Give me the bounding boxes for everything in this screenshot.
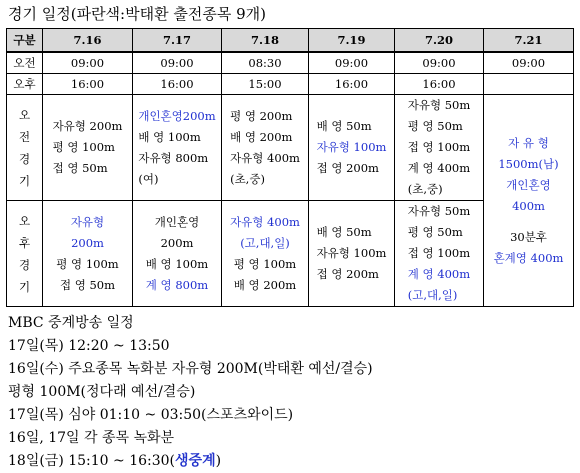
header-cell: 7.19	[309, 29, 395, 53]
event-item: 접 영 200m	[316, 161, 379, 175]
event-item: 개인혼영200m	[138, 108, 216, 123]
event-item: 200m	[71, 235, 104, 250]
label-char: 오	[18, 213, 31, 228]
live-prefix: 18일(금) 15:10 ~ 16:30(	[8, 453, 176, 469]
event-item: 접 영 50m	[52, 161, 108, 175]
am-time: 09:00	[133, 52, 222, 74]
broadcast-heading: MBC 중계방송 일정	[8, 315, 134, 331]
event-item: 자유형 50m	[407, 204, 471, 218]
event-item: 1500m(남)	[498, 156, 559, 171]
event-cell	[222, 95, 309, 201]
live-badge: 생중계	[175, 453, 216, 469]
event-item: 자유형	[70, 214, 105, 229]
pm-time-empty	[484, 74, 574, 95]
pm-time: 16:00	[395, 74, 484, 95]
header-row	[7, 29, 574, 53]
pm-time: 16:00	[133, 74, 222, 95]
label-char: 오	[18, 107, 31, 122]
event-item: 자유형 400m	[230, 214, 300, 229]
event-item: 평 영 50m	[407, 225, 463, 239]
page-title: 경기 일정(파란색:박태환 출전종목 9개)	[8, 5, 266, 23]
event-cell	[43, 201, 133, 307]
event-item: 자유형 100m	[316, 246, 387, 260]
am-time: 09:00	[484, 52, 574, 74]
label-char: 기	[18, 173, 31, 188]
pm-label: 오후	[7, 74, 43, 95]
event-item: (여)	[138, 171, 159, 186]
event-cell	[43, 95, 133, 201]
event-item: 혼계영 400m	[493, 250, 564, 265]
event-item: 자유형 800m	[138, 150, 209, 165]
event-item: 자유형 400m	[230, 150, 300, 165]
event-item: (고,대,일)	[407, 288, 458, 302]
pm-time: 15:00	[222, 74, 309, 95]
event-cell	[395, 95, 484, 201]
schedule-table	[6, 28, 574, 307]
event-item: 접 영 100m	[407, 246, 471, 260]
event-item: (초,중)	[407, 182, 443, 196]
event-item: 개인혼영	[506, 177, 551, 192]
event-item: 자 유 형	[508, 135, 549, 150]
event-item: 계 영 400m	[407, 267, 471, 281]
pm-time: 16:00	[309, 74, 395, 95]
event-item: (초,중)	[230, 171, 265, 186]
event-item: 배 영 200m	[233, 277, 297, 292]
event-item: 배 영 100m	[145, 256, 209, 271]
am-label: 오전	[7, 52, 43, 74]
event-cell	[309, 201, 395, 307]
am-time-row	[7, 52, 574, 74]
event-cell	[133, 201, 222, 307]
event-item: 평 영 100m	[233, 256, 297, 271]
event-item: 자유형 50m	[407, 98, 471, 112]
pm-time-row	[7, 74, 574, 95]
label-char: 경	[18, 151, 31, 166]
broadcast-line: 평형 100M(정다래 예선/결승)	[8, 384, 196, 400]
live-suffix: )	[215, 453, 222, 469]
am-time: 09:00	[395, 52, 484, 74]
am-time: 09:00	[309, 52, 395, 74]
event-item: 접 영 100m	[407, 140, 471, 154]
broadcast-line: 16일, 17일 각 종목 녹화분	[8, 430, 175, 446]
event-item: 접 영 50m	[59, 277, 116, 292]
event-cell-final	[484, 95, 574, 307]
header-cell: 7.20	[395, 29, 484, 53]
label-char: 기	[18, 279, 31, 294]
header-cell: 구분	[7, 29, 43, 53]
event-cell	[133, 95, 222, 201]
event-item: 개인혼영	[154, 214, 200, 229]
event-item: 자유형 100m	[316, 140, 387, 154]
header-cell: 7.21	[484, 29, 574, 53]
am-row-label	[7, 95, 43, 201]
label-char: 후	[18, 235, 31, 250]
event-item: 계 영 800m	[145, 277, 209, 292]
header-cell: 7.18	[222, 29, 309, 53]
label-char: 전	[18, 129, 31, 144]
event-item: 배 영 200m	[230, 129, 293, 144]
broadcast-line-live	[8, 450, 373, 473]
pm-row-label	[7, 201, 43, 307]
event-cell	[222, 201, 309, 307]
broadcast-line: 17일(목) 12:20 ~ 13:50	[8, 338, 170, 354]
event-item: 자유형 200m	[52, 119, 123, 133]
header-cell: 7.16	[43, 29, 133, 53]
am-events-row	[7, 95, 574, 201]
event-item: 배 영 50m	[316, 119, 372, 133]
event-item: 평 영 100m	[52, 140, 115, 154]
event-item: 400m	[512, 198, 545, 213]
broadcast-line: 17일(목) 심야 01:10 ~ 03:50(스포츠와이드)	[8, 407, 294, 423]
event-item: 배 영 50m	[316, 225, 372, 239]
am-time: 09:00	[43, 52, 133, 74]
event-item: (고,대,일)	[240, 235, 290, 250]
am-time: 08:30	[222, 52, 309, 74]
event-cell	[309, 95, 395, 201]
event-cell	[395, 201, 484, 307]
header-cell: 7.17	[133, 29, 222, 53]
pm-time: 16:00	[43, 74, 133, 95]
event-item: 30분후	[510, 229, 547, 244]
event-item: 200m	[160, 235, 194, 250]
event-item: 평 영 100m	[56, 256, 119, 271]
event-item: 접 영 200m	[316, 267, 379, 281]
broadcast-line: 16일(수) 주요종목 녹화분 자유형 200M(박태환 예선/결승)	[8, 361, 373, 377]
event-item: 계 영 400m	[407, 161, 471, 175]
event-item: 배 영 100m	[138, 129, 201, 144]
broadcast-schedule	[8, 312, 373, 473]
label-char: 경	[18, 257, 31, 272]
event-item: 평 영 200m	[230, 108, 293, 123]
event-item: 평 영 50m	[407, 119, 463, 133]
